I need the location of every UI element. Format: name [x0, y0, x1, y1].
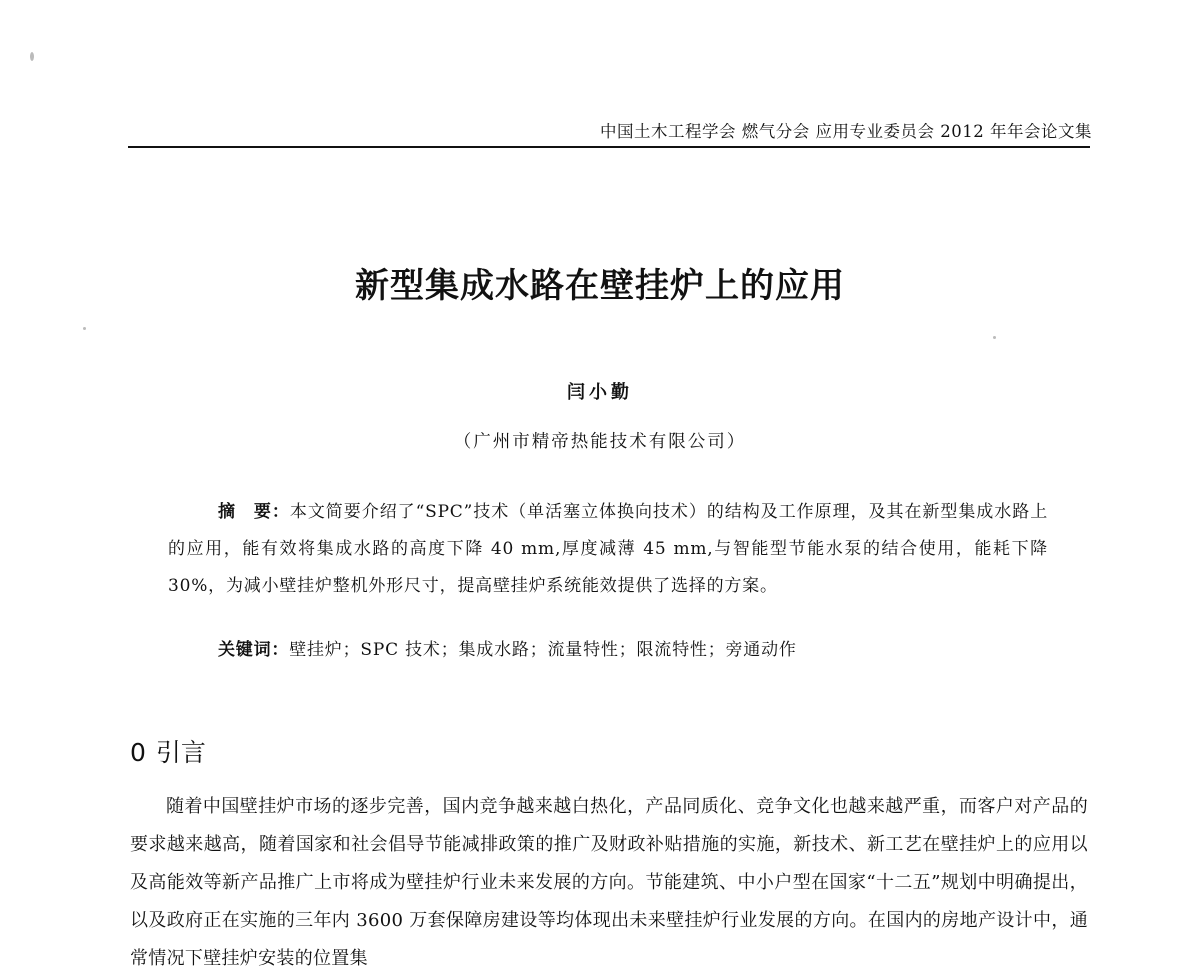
author-affiliation: （广州市精帝热能技术有限公司） — [453, 432, 747, 452]
header-rule — [128, 146, 1090, 148]
abstract-text: 本文简要介绍了“SPC”技术（单活塞立体换向技术）的结构及工作原理，及其在新型集成水路上的应用，能有效将集成水路的高度下降 40 mm,厚度减薄 45 mm,与智能型节能水泵的结合使用，能耗下降 30%，为减小壁挂炉整机外形尺寸，提高壁挂炉系统能效提供了选择的方案。 — [168, 502, 1049, 596]
author-name: 闫小勤 — [567, 382, 633, 403]
running-header: 中国土木工程学会 燃气分会 应用专业委员会 2012 年年会论文集 — [600, 122, 1092, 141]
abstract — [168, 494, 1048, 605]
keywords-text: 壁挂炉；SPC 技术；集成水路；流量特性；限流特性；旁通动作 — [289, 640, 797, 660]
section-heading — [130, 733, 206, 769]
section-number: 0 — [130, 738, 146, 767]
keywords-label: 关键词： — [218, 640, 290, 660]
scan-speck — [993, 336, 996, 339]
paper-title: 新型集成水路在壁挂炉上的应用 — [355, 266, 845, 306]
keywords — [218, 635, 1058, 660]
section-title: 引言 — [155, 738, 206, 767]
abstract-label: 摘 要： — [218, 502, 290, 522]
scan-speck — [83, 327, 86, 330]
scan-speck — [30, 52, 34, 61]
body-paragraph: 随着中国壁挂炉市场的逐步完善，国内竞争越来越白热化，产品同质化、竞争文化也越来越严重，而客户对产品的要求越来越高，随着国家和社会倡导节能减排政策的推广及财政补贴措施的实施，新技术、新工艺在壁挂炉上的应用以及高能效等新产品推广上市将成为壁挂炉行业未来发展的方向。节能建筑、中小户型在国家“十二五”规划中明确提出，以及政府正在实施的三年内 3600 万套保障房建设等均体现出未来壁挂炉行业发展的方向。在国内的房地产设计中，通常情况下壁挂炉安装的位置集 — [130, 796, 1088, 969]
